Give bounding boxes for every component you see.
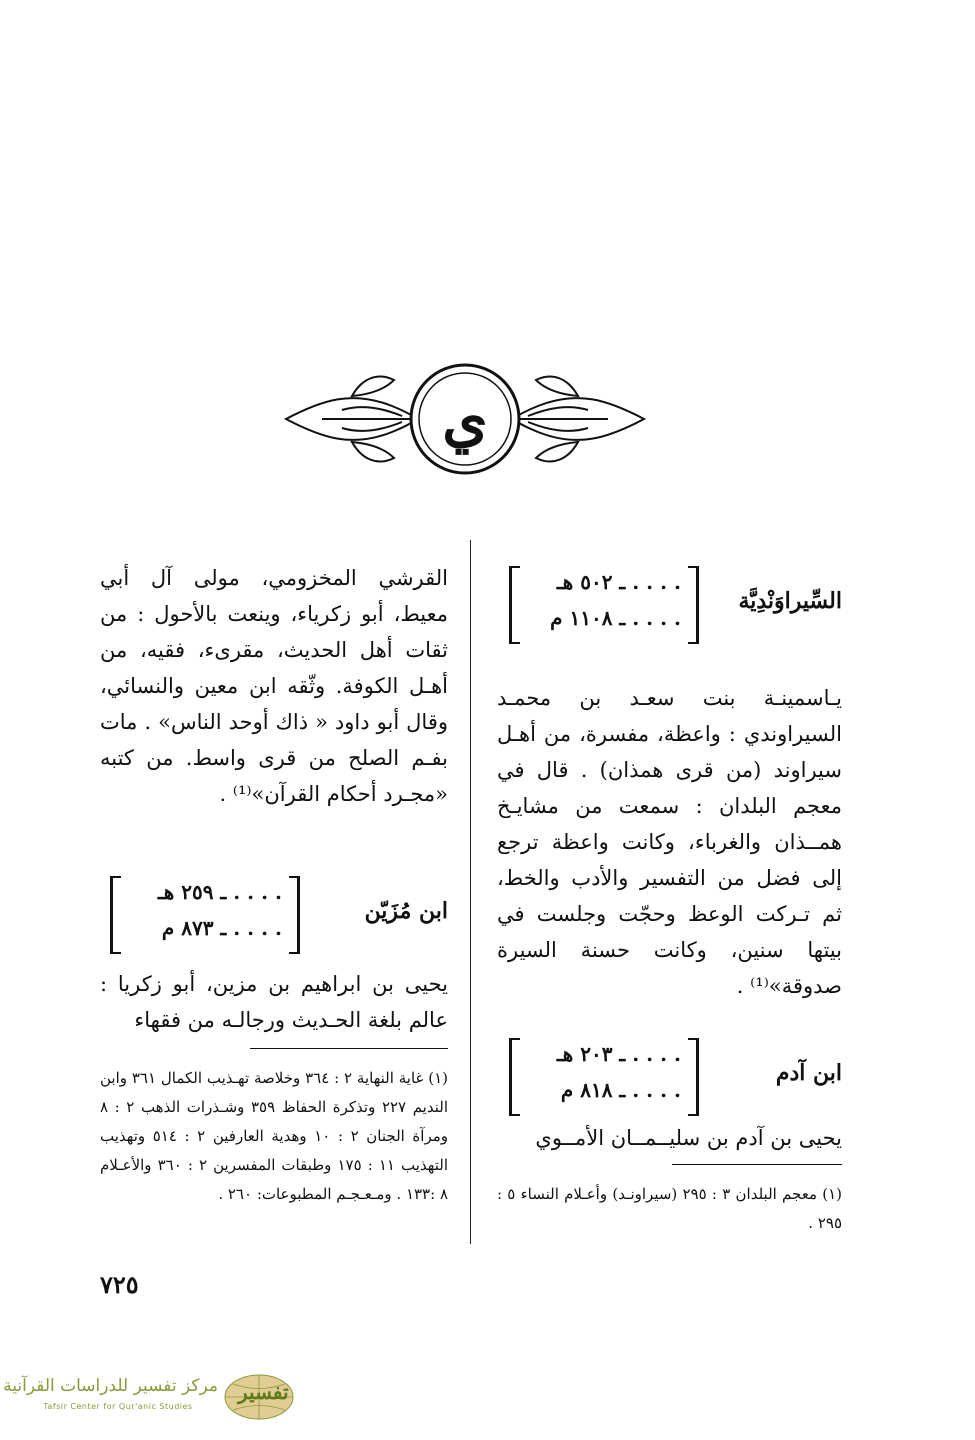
date-bracket xyxy=(110,876,300,954)
footnote-rule xyxy=(672,1164,842,1165)
page-number: ٧٢٥ xyxy=(100,1270,139,1299)
date-hijri: . . . . ـ ٢٥٩ هـ xyxy=(157,880,282,904)
entry-header-ibn-adam xyxy=(497,1034,842,1120)
footnote: (١) غاية النهاية ٢ : ٣٦٤ وخلاصة تهـذيب الكمال ٣٦١ وابن النديم ٢٢٧ وتذكرة الحفاظ ٣٥٩ وشـذرات الذهب ٢ : ٨ ومرآة الجنان ٢ : ١٠ وهدية العارفين ٢ : ٥١٤ وتهذيب التهذيب ١١ : ١٧٥ وطبقات المفسرين ٢ : ٣٦٠ والأعـلام ٨ :١٣٣ . ومـعـجـم المطبوعات: ٢٦٠ . xyxy=(100,1069,449,1203)
date-gregorian: . . . . ـ ٨٧٣ م xyxy=(161,916,282,940)
logo-english-text: Tafsir Center for Qur'anic Studies xyxy=(43,1402,193,1411)
entry-body: يحيى بن ابراهيم بن مزين، أبو زكريا : عالم بلغة الحـديث ورجالـه من فقهاء xyxy=(100,972,448,1032)
date-hijri: . . . . ـ ٢٠٣ هـ xyxy=(556,1042,681,1066)
entry-name: ابن مُزَيّن xyxy=(364,898,448,924)
date-bracket xyxy=(509,1038,699,1116)
letter-ya-ornament xyxy=(282,360,648,478)
logo-arabic-text: مركز تفسير للدراسات القرآنية xyxy=(3,1376,218,1396)
entry-body-continued: القرشي المخزومي، مولى آل أبي معيط، أبو زكرياء، وينعت بالأحول : من ثقات أهل الحديث، مقرىء، فقيه، من أهـل الكوفة. وثّقه ابن معين والنسائي، وقال أبو داود « ذاك أوحد الناس» . مات بفـم الصلح من قرى واسط. من كتبه «مجـرد أحكام القرآن»⁽¹⁾ . xyxy=(100,566,448,806)
entry-header-siravandiyya xyxy=(497,562,842,648)
entry-body: يحيى بن آدم بن سليــمــان الأمــوي xyxy=(535,1126,842,1150)
entry-header-ibn-muzayn xyxy=(100,872,448,958)
entry-name: السِّيراوَنْدِيَّة xyxy=(738,588,842,614)
logo-wordmark: تفسير xyxy=(238,1380,289,1404)
date-bracket xyxy=(509,566,699,644)
entry-body: يـاسمينـة بنت سعـد بن محمـد السيراوندي : واعظة، مفسرة، من أهـل سيراوند (من قرى همذان) . قال في معجم البلدان : سمعت من مشايـخ همــذان والغرباء، وكانت واعظة ترجع إلى فضل من التفسير والأدب والخط، ثم تـركت الوعظ وحجّت وجلست في بيتها سنين، وكانت حسنة السيرة صدوقة»⁽¹⁾ . xyxy=(497,686,842,998)
ornament-letter: ي xyxy=(442,386,488,454)
column-divider xyxy=(470,540,471,1244)
footnote: (١) معجم البلدان ٣ : ٢٩٥ (سيراونـد) وأعـلام النساء ٥ : ٢٩٥ . xyxy=(497,1185,842,1232)
date-hijri: . . . . ـ ٥٠٢ هـ xyxy=(556,570,681,594)
footnote-rule xyxy=(250,1048,448,1049)
tafsir-center-logo xyxy=(3,1372,298,1422)
date-gregorian: . . . . ـ ١١٠٨ م xyxy=(550,606,681,630)
date-gregorian: . . . . ـ ٨١٨ م xyxy=(560,1078,681,1102)
entry-name: ابن آدم xyxy=(775,1060,842,1086)
